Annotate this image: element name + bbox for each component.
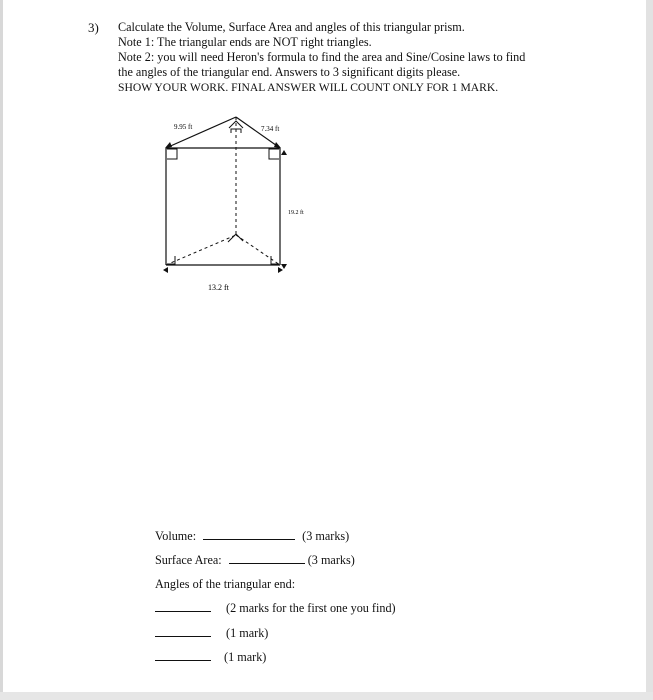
label-right-side: 7.34 ft [261, 125, 280, 133]
question-line-5: SHOW YOUR WORK. FINAL ANSWER WILL COUNT ONLY FOR 1 MARK. [118, 81, 499, 94]
surface-area-label: Surface Area: [155, 553, 222, 567]
angles-heading: Angles of the triangular end: [155, 577, 296, 591]
question-line-1: Calculate the Volume, Surface Area and angles of this triangular prism. [118, 20, 465, 34]
page-left-edge [0, 0, 3, 700]
prism-edges [166, 148, 280, 265]
prism-diagram [150, 110, 320, 300]
volume-row [155, 529, 349, 544]
hidden-edges [166, 117, 280, 265]
volume-label: Volume: [155, 529, 197, 543]
question-line-2: Note 1: The triangular ends are NOT right triangles. [118, 35, 372, 49]
angle-row-1 [155, 601, 396, 616]
angle-2-marks: (1 mark) [226, 626, 269, 640]
volume-marks: (3 marks) [302, 529, 350, 543]
surface-area-row [155, 553, 355, 568]
surface-area-answer-blank[interactable] [229, 553, 305, 564]
question-number: 3) [88, 20, 99, 35]
label-base: 13.2 ft [208, 283, 229, 292]
angle-row-2 [155, 626, 268, 641]
angle-1-answer-blank[interactable] [155, 601, 211, 612]
angle-3-marks: (1 mark) [224, 650, 267, 664]
angle-3-answer-blank[interactable] [155, 650, 211, 661]
angle-1-marks: (2 marks for the first one you find) [226, 601, 396, 615]
angle-row-3 [155, 650, 266, 665]
page-bottom-edge [0, 692, 653, 700]
volume-answer-blank[interactable] [203, 529, 295, 540]
question-line-4: the angles of the triangular end. Answers to 3 significant digits please. [118, 65, 461, 79]
label-left-side: 9.95 ft [174, 123, 193, 131]
dimension-arrows [163, 142, 287, 273]
corner-marks [167, 121, 279, 264]
angle-2-answer-blank[interactable] [155, 626, 211, 637]
question-text [118, 20, 525, 95]
question-line-3: Note 2: you will need Heron's formula to find the area and Sine/Cosine laws to find [118, 50, 526, 64]
label-height: 19.2 ft [288, 210, 304, 216]
surface-area-marks: (3 marks) [307, 553, 355, 567]
page-right-edge [646, 0, 653, 700]
